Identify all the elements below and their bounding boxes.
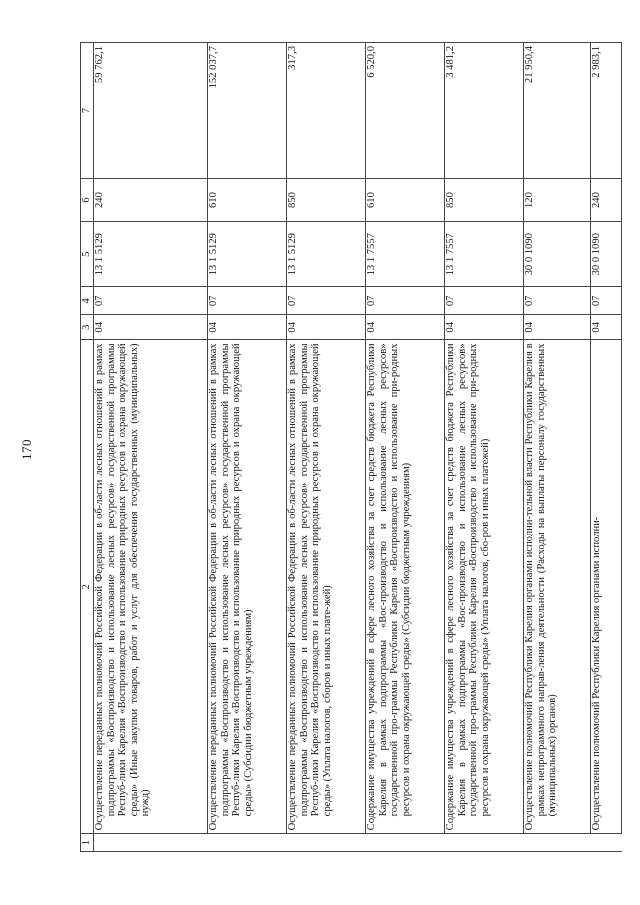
target-article-code: 30 0 1090 [524,221,591,287]
page-number: 170 [19,439,34,460]
table-row [208,43,287,852]
expense-type-code: 850 [287,179,366,222]
empty-cell [445,834,524,852]
table-row [287,43,366,852]
subsection-code: 07 [591,287,622,315]
expense-type-code: 240 [591,179,622,222]
table-row [94,43,208,852]
header-col-4: 4 [81,287,94,315]
target-article-code: 13 1 5129 [94,221,208,287]
section-code: 04 [366,315,445,340]
empty-cell [524,834,591,852]
empty-cell [287,834,366,852]
amount: 317,3 [287,43,366,179]
target-article-code: 30 0 1090 [591,221,622,287]
expense-type-code: 240 [94,179,208,222]
expense-type-code: 850 [445,179,524,222]
table-row [524,43,591,852]
subsection-code: 07 [366,287,445,315]
table-row [366,43,445,852]
header-col-2: 2 [81,340,94,834]
empty-cell [591,834,622,852]
subsection-code: 07 [524,287,591,315]
amount: 21 950,4 [524,43,591,179]
section-code: 04 [208,315,287,340]
header-col-6: 6 [81,179,94,222]
section-code: 04 [591,315,622,340]
row-name: Осуществление переданных полномочий Российской Федерации в об-ласти лесных отношений в рамках подпрограммы «Воспроизводство и использование лесных ресурсов» государственной программы Респуб-лики Карелия «Воспроизводство и использование природных ресурсов и охрана окружающей среды» (Субсидии бюджетным учреждениям) [208,340,287,834]
expense-type-code: 610 [208,179,287,222]
header-col-3: 3 [81,315,94,340]
section-code: 04 [287,315,366,340]
amount: 3 481,2 [445,43,524,179]
expense-type-code: 610 [366,179,445,222]
target-article-code: 13 1 5129 [287,221,366,287]
target-article-code: 13 1 7557 [445,221,524,287]
empty-cell [366,834,445,852]
budget-table [80,42,622,852]
section-code: 04 [94,315,208,340]
expense-type-code: 120 [524,179,591,222]
table-row [445,43,524,852]
row-name: Осуществление переданных полномочий Российской Федерации в об-ласти лесных отношений в рамках подпрограммы «Воспроизводство и использование лесных ресурсов» государственной программы Респуб-лики Карелия «Воспроизводство и использование природных ресурсов и охрана окружающей среды» (Уплата налогов, сборов и иных плате-жей) [287,340,366,834]
subsection-code: 07 [94,287,208,315]
section-code: 04 [524,315,591,340]
row-name: Осуществление полномочий Республики Карелия органами исполни-тельной власти Республики Карелия в рамках непрограммного направ-ления деятельности (Расходы на выплаты персоналу государственных (муниципальных) органов) [524,340,591,834]
header-col-1: 1 [81,834,94,852]
empty-cell [208,834,287,852]
subsection-code: 07 [287,287,366,315]
row-name: Осуществление полномочий Республики Карелия органами исполни- [591,340,622,834]
empty-cell [94,834,208,852]
target-article-code: 13 1 7557 [366,221,445,287]
target-article-code: 13 1 5129 [208,221,287,287]
row-name: Содержание имущества учреждений в сфере лесного хозяйства за счет средств бюджета Республики Карелия в рамках подпрограммы «Вос-производство и использование лесных ресурсов» государственной про-граммы Республики Карелия «Воспроизводство и использование при-родных ресурсов и охрана окружающей среды» (Уплата налогов, сбо-ров и иных платежей) [445,340,524,834]
header-row [81,43,94,852]
section-code: 04 [445,315,524,340]
amount: 2 983,1 [591,43,622,179]
header-col-5: 5 [81,221,94,287]
amount: 59 762,1 [94,43,208,179]
subsection-code: 07 [445,287,524,315]
header-col-7: 7 [81,43,94,179]
amount: 152 037,7 [208,43,287,179]
table-row [591,43,622,852]
amount: 6 520,0 [366,43,445,179]
row-name: Содержание имущества учреждений в сфере лесного хозяйства за счет средств бюджета Республики Карелия в рамках подпрограммы «Вос-производство и использование лесных ресурсов» государственной про-граммы Республики Карелия «Воспроизводство и использование при-родных ресурсов и охрана окружающей среды» (Субсидии бюджетным учреждениям) [366,340,445,834]
subsection-code: 07 [208,287,287,315]
row-name: Осуществление переданных полномочий Российской Федерации в об-ласти лесных отношений в рамках подпрограммы «Воспроизводство и использование лесных ресурсов» государственной программы Респуб-лики Карелия «Воспроизводство и использование природных ресурсов и охрана окружающей среды» (Иные закупки товаров, работ и услуг для обеспечения государственных (муниципальных) нужд) [94,340,208,834]
